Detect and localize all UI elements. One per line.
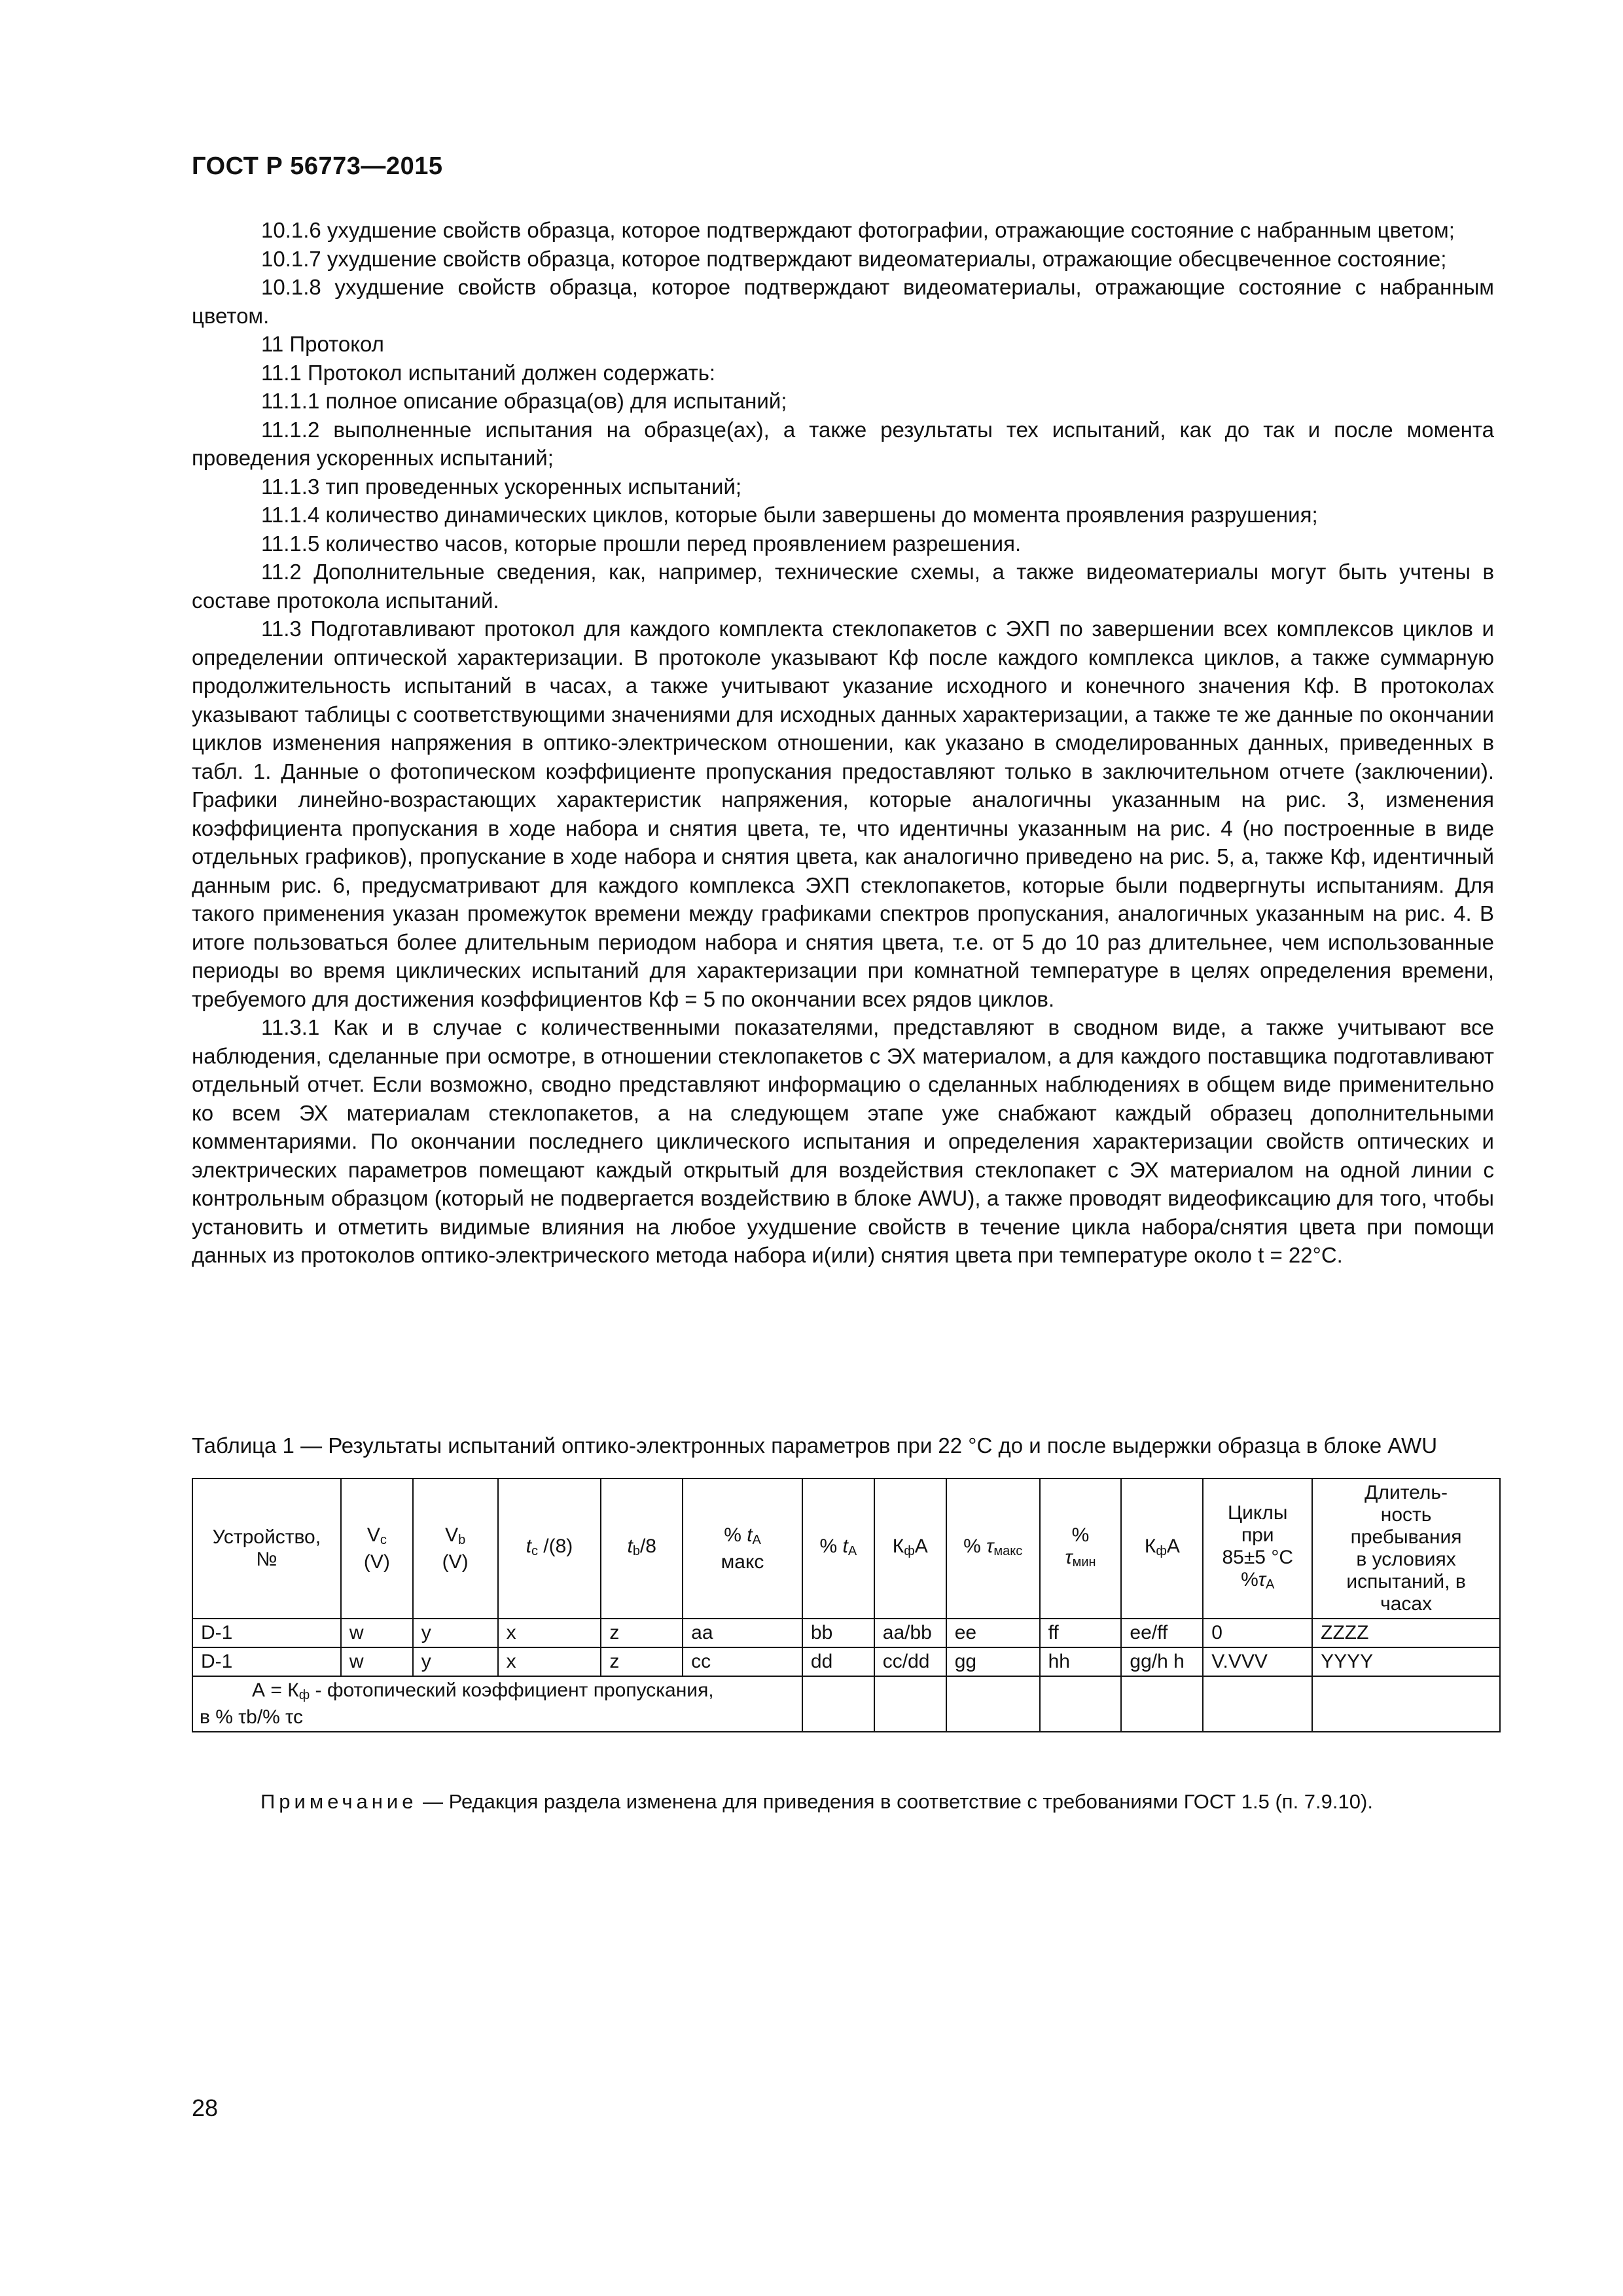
table-cell: y — [413, 1619, 498, 1647]
table-cell: ee/ff — [1121, 1619, 1203, 1647]
table-cell: gg/h h — [1121, 1647, 1203, 1676]
paragraph-11-1-1: 11.1.1 полное описание образца(ов) для испытаний; — [261, 389, 787, 413]
table-footnote-row — [192, 1676, 1500, 1732]
table-cell: ZZZZ — [1312, 1619, 1500, 1647]
table-cell: x — [498, 1619, 601, 1647]
table-cell: x — [498, 1647, 601, 1676]
header-vb: $V_b$ (V) — [413, 1479, 498, 1619]
paragraph-11-1-4: 11.1.4 количество динамических циклов, которые были завершены до момента проявления разрушения; — [261, 503, 1318, 527]
header-tau-min: % $\tau_{мин}$ — [1040, 1479, 1122, 1619]
table-cell — [1203, 1676, 1312, 1732]
table-cell: aa — [683, 1619, 802, 1647]
table-cell: cc — [683, 1647, 802, 1676]
table-cell: V.VVV — [1203, 1647, 1312, 1676]
table-cell — [1040, 1676, 1122, 1732]
results-table — [192, 1478, 1501, 1732]
paragraph-11-1-3: 11.1.3 тип проведенных ускоренных испытаний; — [261, 474, 742, 499]
paragraph-11-1-2: 11.1.2 выполненные испытания на образце(ах), а также результаты тех испытаний, как до так и после момента проведения ускоренных испытаний; — [192, 417, 1494, 470]
header-tau-max: % $\tau_{макс}$ — [946, 1479, 1040, 1619]
paragraph-10-1-7: 10.1.7 ухудшение свойств образца, которое подтверждают видеоматериалы, отражающие обесцвеченное состояние; — [261, 246, 1447, 271]
header-tc: $t_c$ /(8) — [498, 1479, 601, 1619]
table-cell — [1312, 1676, 1500, 1732]
paragraph-10-1-8: 10.1.8 ухудшение свойств образца, которое подтверждают видеоматериалы, отражающие состояние с набранным цветом. — [192, 275, 1494, 328]
header-cycles: Циклы при 85±5 °С $\%\tau_А$ — [1203, 1479, 1312, 1619]
table-note — [260, 1790, 1373, 1814]
table-cell: gg — [946, 1647, 1040, 1676]
header-device: Устройство, № — [192, 1479, 341, 1619]
table-cell: cc/dd — [874, 1647, 946, 1676]
table-row — [192, 1647, 1500, 1676]
body-text — [192, 216, 1494, 1270]
table-cell: D-1 — [192, 1619, 341, 1647]
table-cell — [946, 1676, 1040, 1732]
table-cell: z — [601, 1619, 683, 1647]
table-header-row — [192, 1479, 1500, 1619]
document-header-title: ГОСТ Р 56773—2015 — [192, 152, 443, 180]
table-cell: w — [341, 1619, 413, 1647]
header-kfa-2: $К_фА$ — [1121, 1479, 1203, 1619]
table-cell: ee — [946, 1619, 1040, 1647]
table-cell: hh — [1040, 1647, 1122, 1676]
table-cell — [1121, 1676, 1203, 1732]
table-cell: y — [413, 1647, 498, 1676]
header-vc: $V_c$ (V) — [341, 1479, 413, 1619]
page-number: 28 — [192, 2094, 219, 2121]
table-cell — [802, 1676, 874, 1732]
note-label: Примечание — [260, 1790, 418, 1813]
note-text: — Редакция раздела изменена для приведения в соответствие с требованиями ГОСТ 1.5 (п. 7.9.10). — [417, 1790, 1373, 1813]
table-cell: 0 — [1203, 1619, 1312, 1647]
table-cell: ff — [1040, 1619, 1122, 1647]
table-cell: w — [341, 1647, 413, 1676]
table-footnote: $А = К_ф$ - фотопический коэффициент пропускания, в % τb/% τc — [192, 1676, 802, 1732]
header-ta: % $t_A$ — [802, 1479, 874, 1619]
section-11-heading: 11 Протокол — [261, 332, 384, 356]
paragraph-11-3: 11.3 Подготавливают протокол для каждого комплекта стеклопакетов с ЭХП по завершении всех комплексов циклов и определении оптической характеризации. В протоколе указывают Кф после каждого комплекса циклов, а также суммарную продолжительность испытаний в часах, а также учитывают указание исходного и конечного значения Кф. В протоколах указывают таблицы с соответствующими значениями для исходных данных характеризации, а также те же данные по окончании циклов изменения напряжения в оптико-электрическом отношении, как указано в смоделированных данных, приведенных в табл. 1. Данные о фотопическом коэффициенте пропускания предоставляют только в заключительном отчете (заключении). Графики линейно-возрастающих характеристик напряжения, которые аналогичны указанным на рис. 3, изменения коэффициента пропускания в ходе набора и снятия цвета, те, что идентичны указанным на рис. 4 (но построенные в виде отдельных графиков), пропускание в ходе набора и снятия цвета, как аналогично приведено на рис. 5, а, также Кф, идентичный данным рис. 6, предусматривают для каждого комплекса ЭХП стеклопакетов, которые были подвергнуты испытаниям. Для такого применения указан промежуток времени между графиками спектров пропускания, аналогичных указанным на рис. 4. В итоге пользоваться более длительным периодом набора и снятия цвета, т.е. от 5 до 10 раз длительнее, чем использованные периоды во время циклических испытаний для характеризации при комнатной температуре в целях определения времени, требуемого для достижения коэффициентов Кф = 5 по окончании всех рядов циклов. — [192, 617, 1494, 1011]
paragraph-10-1-6: 10.1.6 ухудшение свойств образца, которое подтверждают фотографии, отражающие состояние с набранным цветом; — [261, 218, 1455, 242]
table-cell — [874, 1676, 946, 1732]
paragraph-11-2: 11.2 Дополнительные сведения, как, например, технические схемы, а также видеоматериалы могут быть учтены в составе протокола испытаний. — [192, 560, 1494, 613]
header-tb: $t_b/8$ — [601, 1479, 683, 1619]
header-duration: Длитель- ность пребывания в условиях испытаний, в часах — [1312, 1479, 1500, 1619]
table-cell: dd — [802, 1647, 874, 1676]
paragraph-11-1-5: 11.1.5 количество часов, которые прошли перед проявлением разрешения. — [261, 531, 1022, 556]
table-cell: z — [601, 1647, 683, 1676]
paragraph-11-1: 11.1 Протокол испытаний должен содержать: — [261, 360, 716, 385]
table-cell: YYYY — [1312, 1647, 1500, 1676]
table-row — [192, 1619, 1500, 1647]
table-cell: D-1 — [192, 1647, 341, 1676]
header-ta-max: % $t_A$ макс — [683, 1479, 802, 1619]
table-caption: Таблица 1 — Результаты испытаний оптико-электронных параметров при 22 °С до и после выдержки образца в блоке AWU — [192, 1433, 1438, 1458]
paragraph-11-3-1: 11.3.1 Как и в случае с количественными показателями, представляют в сводном виде, а также учитывают все наблюдения, сделанные при осмотре, в отношении стеклопакетов с ЭХ материалом, а для каждого поставщика подготавливают отдельный отчет. Если возможно, сводно представляют информацию о сделанных наблюдениях в общем виде применительно ко всем ЭХ материалам стеклопакетов, а на следующем этапе уже снабжают каждый образец дополнительными комментариями. По окончании последнего циклического испытания и определения характеризации свойств оптических и электрических параметров помещают каждый открытый для воздействия стеклопакет с ЭХ материалом на одной линии с контрольным образцом (который не подвергается воздействию в блоке AWU), а также проводят видеофиксацию для того, чтобы установить и отметить видимые влияния на любое ухудшение свойств в течение цикла набора/снятия цвета при помощи данных из протоколов оптико-электрического метода набора и(или) снятия цвета при температуре около t = 22°С. — [192, 1015, 1494, 1267]
header-kfa-1: $К_фА$ — [874, 1479, 946, 1619]
table-cell: aa/bb — [874, 1619, 946, 1647]
table-cell: bb — [802, 1619, 874, 1647]
